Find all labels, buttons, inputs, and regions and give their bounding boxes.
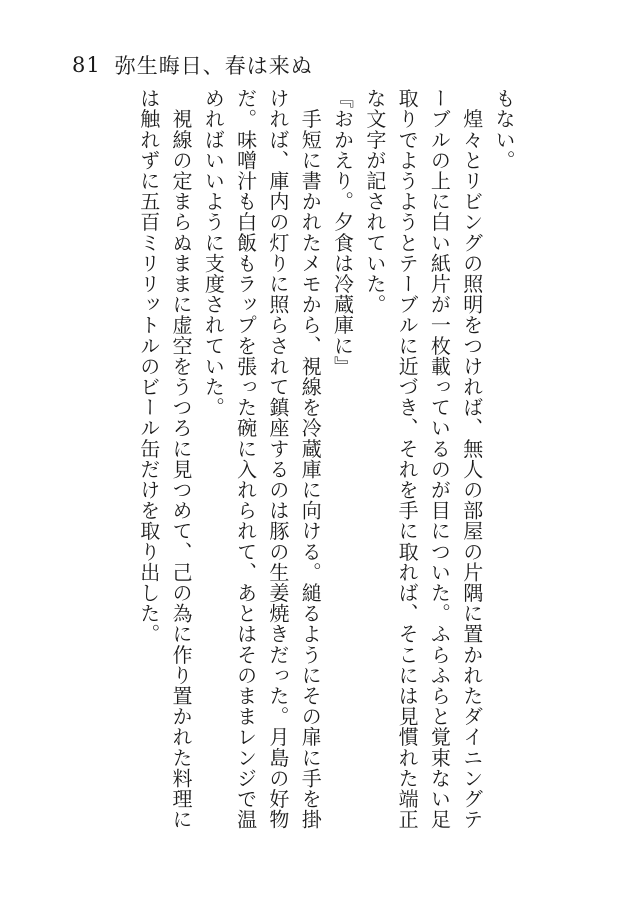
- text-line: は触れずに五百ミリリットルのビール缶だけを取り出した。: [136, 88, 161, 645]
- text-line: ければ、庫内の灯りに照らされて鎮座するのは豚の生姜焼きだった。月島の好物: [265, 88, 290, 830]
- page-number: 81: [72, 53, 101, 77]
- text-line: な文字が記されていた。: [362, 88, 387, 315]
- text-line: 煌々とリビングの照明をつければ、無人の部屋の片隅に置かれたダイニングテ: [459, 88, 484, 830]
- text-line: だ。味噌汁も白飯もラップを張った碗に入れられて、あとはそのままレンジで温: [233, 88, 258, 830]
- text-line: ーブルの上に白い紙片が一枚載っているのが目についた。ふらふらと覚束ない足: [427, 88, 452, 830]
- text-line: もない。: [492, 88, 516, 171]
- text-line: 取りでようようとテーブルに近づき、それを手に取れば、そこには見慣れた端正: [395, 88, 420, 830]
- text-line: 視線の定まらぬままに虚空をうつろに見つめて、己の為に作り置かれた料理に: [169, 88, 194, 830]
- body-text: [132, 88, 520, 838]
- text-line: 『おかえり。夕食は冷蔵庫に』: [330, 88, 355, 377]
- text-line: 手短に書かれたメモから、視線を冷蔵庫に向ける。縋るようにその扉に手を掛: [298, 88, 323, 830]
- running-head: [72, 50, 313, 80]
- text-line: めればいいように支度されていた。: [201, 88, 226, 418]
- chapter-title: 弥生晦日、春は来ぬ: [114, 54, 313, 78]
